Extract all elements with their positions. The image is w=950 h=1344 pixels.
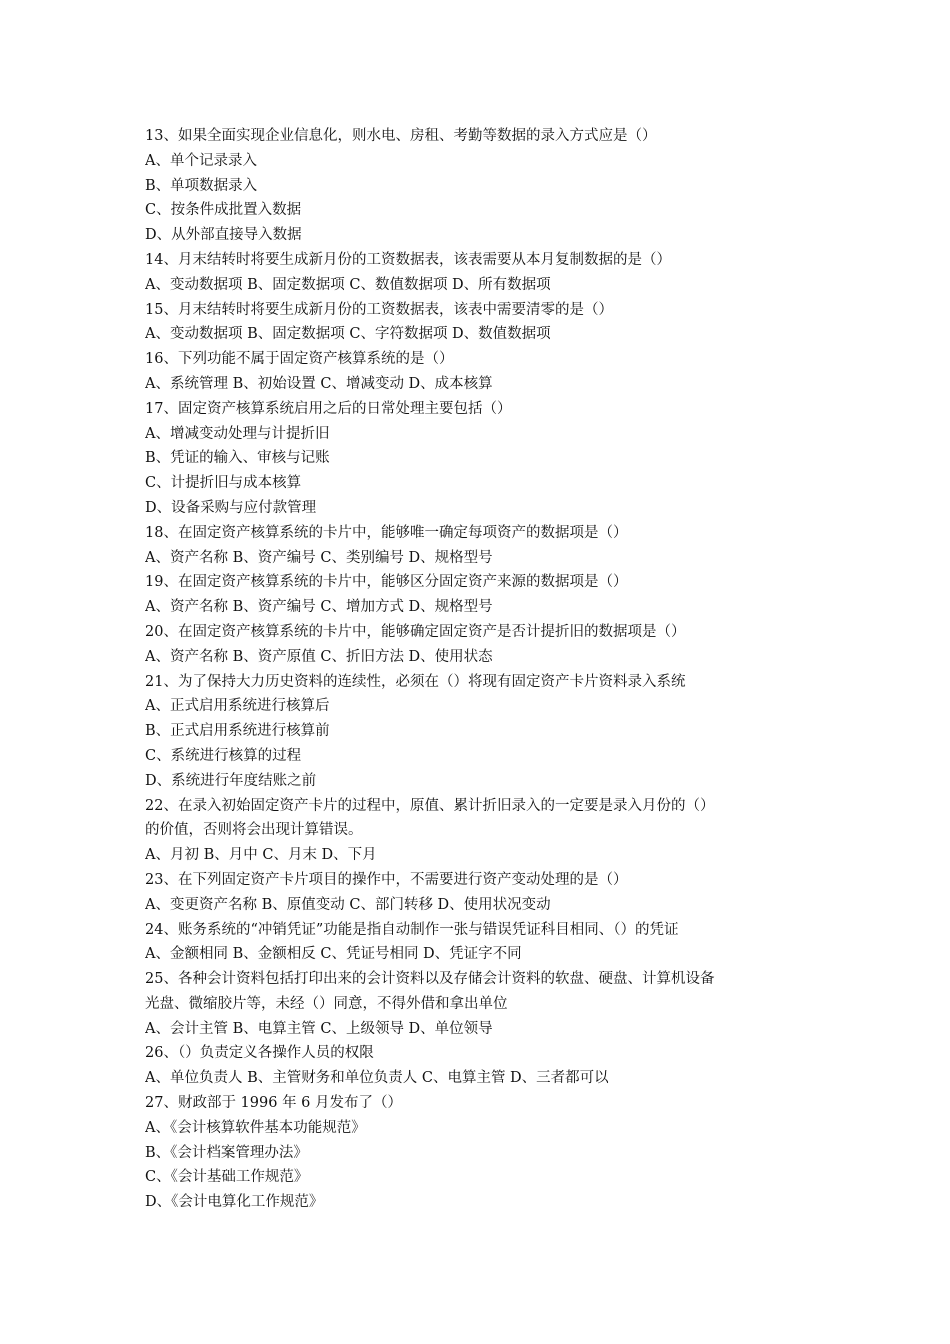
text-line: A、单个记录录入	[145, 152, 257, 169]
text-line: A、变动数据项 B、固定数据项 C、数值数据项 D、所有数据项	[145, 276, 551, 293]
text-line: 光盘、微缩胶片等，未经（）同意，不得外借和拿出单位	[145, 995, 508, 1012]
text-line: 24、账务系统的“冲销凭证”功能是指自动制作一张与错误凭证科目相同、（）的凭证	[145, 921, 679, 938]
text-line: 14、月末结转时将要生成新月份的工资数据表，该表需要从本月复制数据的是（）	[145, 251, 671, 268]
text-line: A、月初 B、月中 C、月末 D、下月	[145, 847, 377, 864]
text-line: A、资产名称 B、资产编号 C、类别编号 D、规格型号	[145, 549, 493, 566]
text-line: 19、在固定资产核算系统的卡片中，能够区分固定资产来源的数据项是（）	[145, 574, 628, 591]
text-line: 22、在录入初始固定资产卡片的过程中，原值、累计折旧录入的一定要是录入月份的（）	[145, 797, 715, 814]
text-line: A、资产名称 B、资产编号 C、增加方式 D、规格型号	[145, 599, 493, 616]
text-line: 21、为了保持大力历史资料的连续性，必须在（）将现有固定资产卡片资料录入系统	[145, 673, 686, 690]
text-line: 16、下列功能不属于固定资产核算系统的是（）	[145, 351, 454, 368]
text-line: 25、各种会计资料包括打印出来的会计资料以及存储会计资料的软盘、硬盘、计算机设备	[145, 971, 715, 988]
text-line: 27、财政部于 1996 年 6 月发布了（）	[145, 1095, 403, 1112]
text-line: A、正式启用系统进行核算后	[145, 698, 330, 715]
text-line: 18、在固定资产核算系统的卡片中，能够唯一确定每项资产的数据项是（）	[145, 524, 628, 541]
text-line: D、系统进行年度结账之前	[145, 772, 317, 789]
text-line: D、《会计电算化工作规范》	[145, 1194, 324, 1211]
text-line: 的价值，否则将会出现计算错误。	[145, 822, 363, 839]
text-line: D、设备采购与应付款管理	[145, 499, 317, 516]
text-line: C、系统进行核算的过程	[145, 747, 302, 764]
text-line: C、《会计基础工作规范》	[145, 1169, 309, 1186]
text-line: B、《会计档案管理办法》	[145, 1144, 308, 1161]
text-line: A、变动数据项 B、固定数据项 C、字符数据项 D、数值数据项	[145, 326, 551, 343]
text-line: A、单位负责人 B、主管财务和单位负责人 C、电算主管 D、三者都可以	[145, 1070, 609, 1087]
text-line: C、计提折旧与成本核算	[145, 475, 302, 492]
text-line: B、单项数据录入	[145, 177, 258, 194]
text-line: A、增减变动处理与计提折旧	[145, 425, 330, 442]
text-line: 20、在固定资产核算系统的卡片中，能够确定固定资产是否计提折旧的数据项是（）	[145, 623, 686, 640]
text-line: 17、固定资产核算系统启用之后的日常处理主要包括（）	[145, 400, 512, 417]
text-line: A、金额相同 B、金额相反 C、凭证号相同 D、凭证字不同	[145, 946, 522, 963]
text-line: 15、月末结转时将要生成新月份的工资数据表，该表中需要清零的是（）	[145, 301, 613, 318]
text-line: A、《会计核算软件基本功能规范》	[145, 1119, 366, 1136]
text-line: 26、（）负责定义各操作人员的权限	[145, 1045, 374, 1062]
text-line: C、按条件成批置入数据	[145, 202, 302, 219]
text-line: 23、在下列固定资产卡片项目的操作中，不需要进行资产变动处理的是（）	[145, 871, 628, 888]
text-line: A、系统管理 B、初始设置 C、增减变动 D、成本核算	[145, 375, 493, 392]
text-line: A、会计主管 B、电算主管 C、上级领导 D、单位领导	[145, 1020, 493, 1037]
text-line: B、正式启用系统进行核算前	[145, 723, 330, 740]
text-line: A、资产名称 B、资产原值 C、折旧方法 D、使用状态	[145, 648, 493, 665]
document-body	[145, 124, 815, 1215]
text-line: B、凭证的输入、审核与记账	[145, 450, 330, 467]
text-line: A、变更资产名称 B、原值变动 C、部门转移 D、使用状况变动	[145, 896, 551, 913]
text-line: D、从外部直接导入数据	[145, 227, 302, 244]
text-line: 13、如果全面实现企业信息化，则水电、房租、考勤等数据的录入方式应是（）	[145, 128, 657, 144]
